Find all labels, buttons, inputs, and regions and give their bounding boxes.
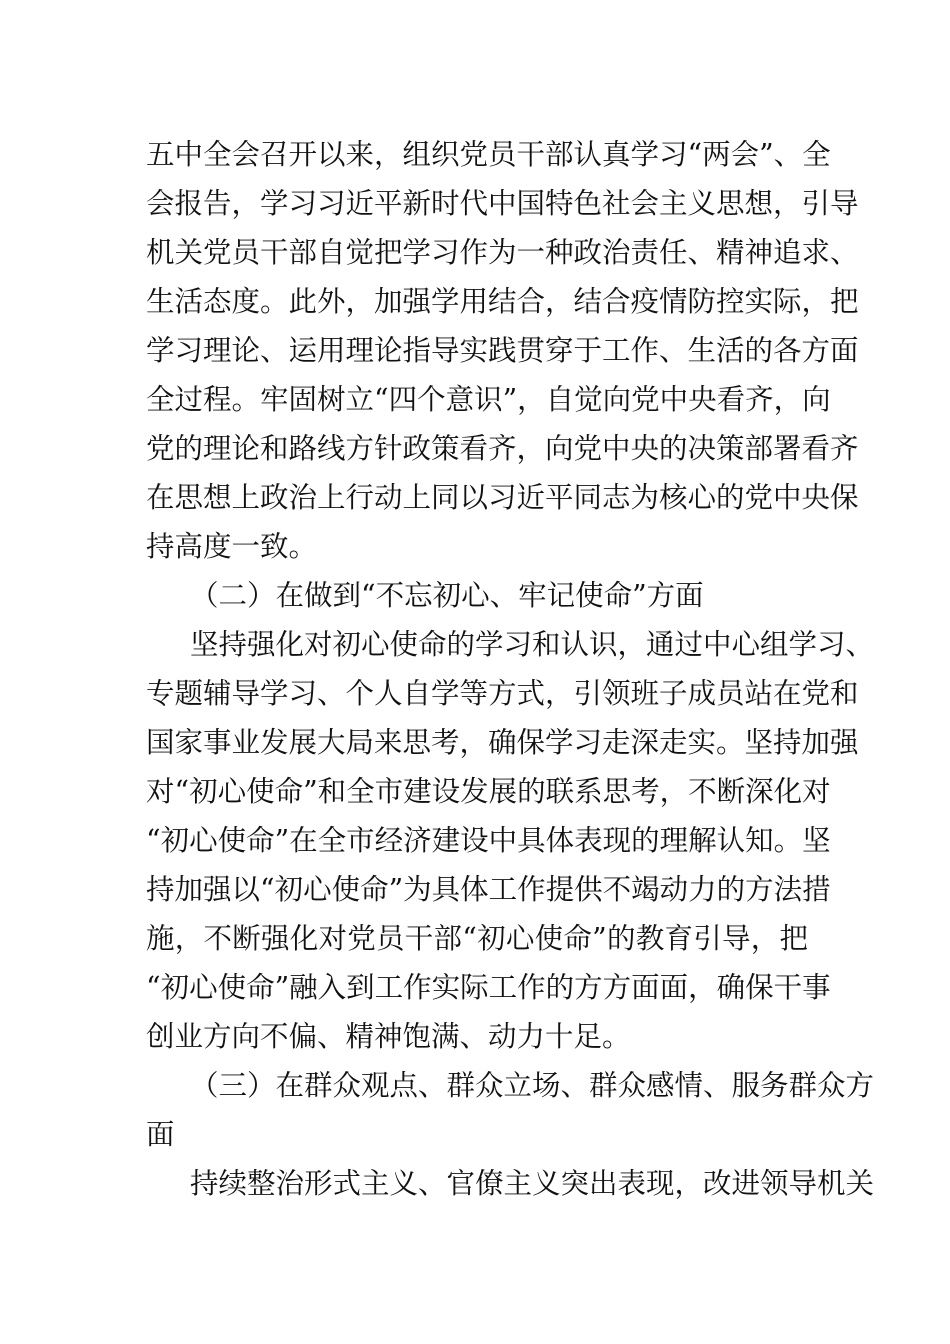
body-line: 学习理论、运用理论指导实践贯穿于工作、生活的各方面 [146,334,859,367]
section-heading-3-continued: 面 [146,1118,175,1151]
body-line: 坚持强化对初心使命的学习和认识，通过中心组学习、 [190,628,875,661]
body-line: “初心使命”融入到工作实际工作的方方面面，确保干事 [146,971,831,1004]
body-line: 党的理论和路线方针政策看齐，向党中央的决策部署看齐 [146,432,859,465]
body-line: 全过程。牢固树立“四个意识”，自觉向党中央看齐，向 [146,383,831,416]
section-heading-3: （三）在群众观点、群众立场、群众感情、服务群众方 [190,1069,875,1102]
body-line: 创业方向不偏、精神饱满、动力十足。 [146,1020,631,1053]
document-body [146,130,875,1208]
body-line: 持高度一致。 [146,530,318,563]
body-line: 持续整治形式主义、官僚主义突出表现，改进领导机关 [190,1167,875,1200]
body-line: 国家事业发展大局来思考，确保学习走深走实。坚持加强 [146,726,859,759]
body-line: 持加强以“初心使命”为具体工作提供不竭动力的方法措 [146,873,831,906]
body-line: “初心使命”在全市经济建设中具体表现的理解认知。坚 [146,824,831,857]
body-line: 会报告，学习习近平新时代中国特色社会主义思想，引导 [146,187,859,220]
section-heading-2: （二）在做到“不忘初心、牢记使命”方面 [190,579,704,612]
body-line: 对“初心使命”和全市建设发展的联系思考，不断深化对 [146,775,831,808]
body-line: 机关党员干部自觉把学习作为一种政治责任、精神追求、 [146,236,859,269]
body-line: 施，不断强化对党员干部“初心使命”的教育引导，把 [146,922,808,955]
body-line: 五中全会召开以来，组织党员干部认真学习“两会”、全 [146,138,831,171]
body-line: 专题辅导学习、个人自学等方式，引领班子成员站在党和 [146,677,859,710]
body-line: 生活态度。此外，加强学用结合，结合疫情防控实际，把 [146,285,859,318]
body-line: 在思想上政治上行动上同以习近平同志为核心的党中央保 [146,481,859,514]
